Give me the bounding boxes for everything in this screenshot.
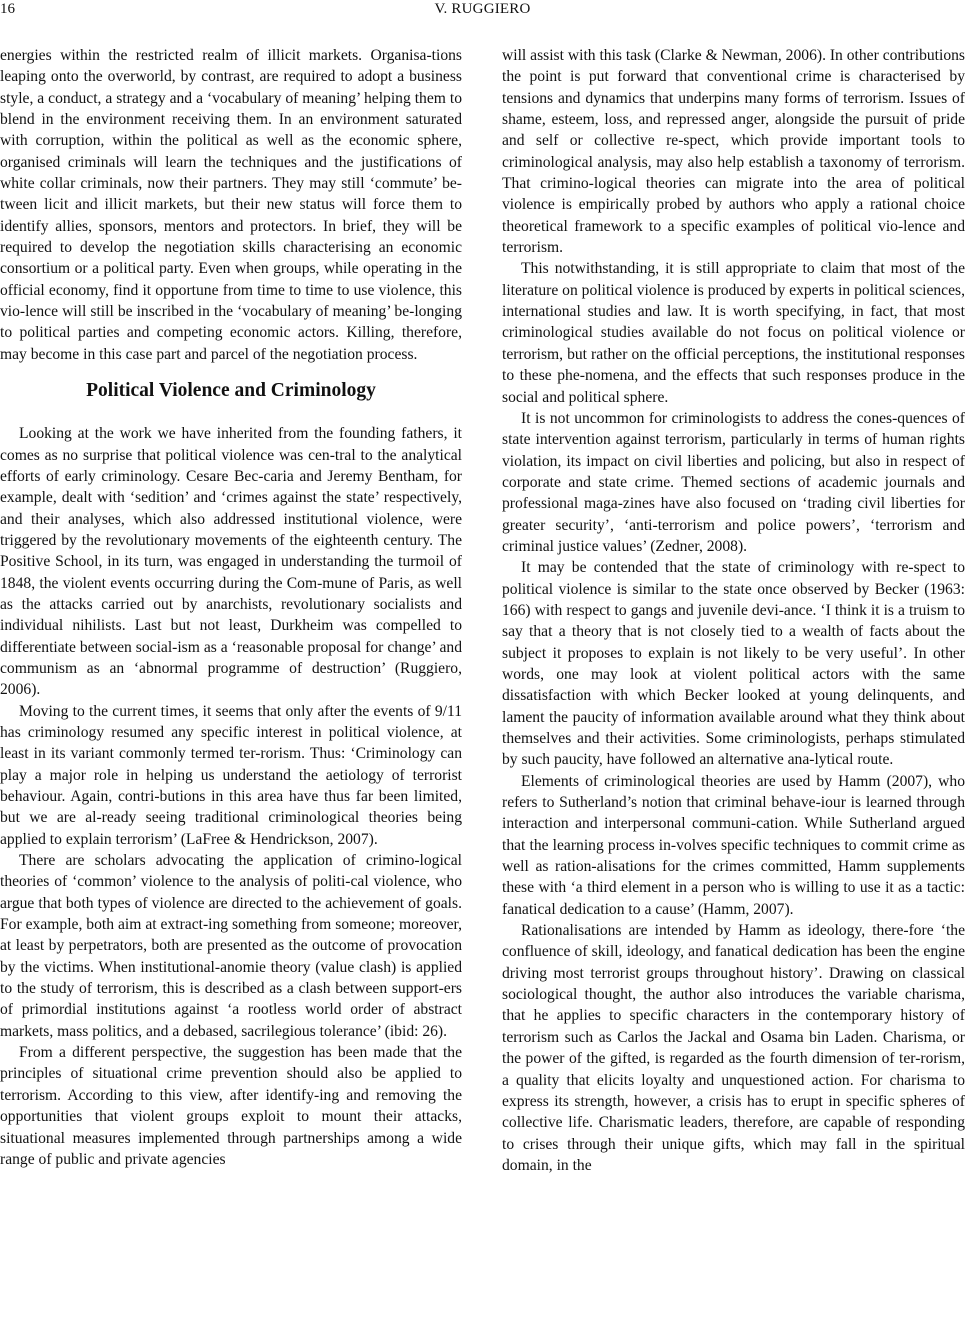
paragraph: Rationalisations are intended by Hamm as ideology, there-fore ‘the confluence of skill, ideology, and fanatical dedication has been the engine driving most terrorist groups throughout history’. Drawing on classical sociological thought, the author also introduces the variable charisma, that he applies to specific characters in the contemporary history of terrorism such as Carlos the Jackal and Osama bin Laden. Charisma, or the power of the gifted, is regarded as the fourth dimension of ter-rorism, a quality that elicits loyalty and unquestioned action. For charisma to express its strength, however, a crisis has to erupt in specific spheres of collective life. Charismatic leaders, therefore, are capable of responding to crises through their unique gifts, which may fall in the spiritual domain, in the [502,922,965,1174]
left-column [0,45,462,1170]
paragraph: will assist with this task (Clarke & Newman, 2006). In other contributions the point is put forward that conventional crime is characterised by tensions and dynamics that underpins many forms of terrorism. Issues of shame, esteem, loss, and repressed anger, alongside the pursuit of pride and self or collective re-spect, which provide important tools to criminological analysis, may also help establish a taxonomy of terrorism. That crimino-logical theories can migrate into the area of political violence is empirically probed by authors who apply a rational choice theoretical framework to a specific examples of political vio-lence and terrorism. [502,47,965,257]
paragraph: This notwithstanding, it is still appropriate to claim that most of the literature on political violence is produced by experts in political sciences, international studies and law. It is worth specifying, in fact, that most criminological studies available do not focus on political violence or terrorism, but rather on the official perceptions, the institutional responses to these phe-nomena, and the effects that such responses produce in the social and political sphere. [502,260,965,406]
paragraph: There are scholars advocating the application of crimino-logical theories of ‘common’ violence to the analysis of politi-cal violence, who argue that both types of violence are directed to the achievement of goals. For example, both aim at extract-ing something from someone; moreover, at least by perpetrators, both are presented as the outcome of provocation by the victims. When institutional-anomie theory (value clash) is applied to the study of terrorism, this is described as a clash between support-ers of primordial institutions against ‘a rootless world order of abstract markets, mass politics, and a debased, sacrilegious tolerance’ (ibid: 26). [0,852,462,1040]
paragraph: energies within the restricted realm of illicit markets. Organisa-tions leaping onto the overworld, by contrast, are required to adopt a business style, a conduct, a strategy and a ‘vocabulary of meaning’ helping them to blend in the environment receiving them. In an environment saturated with corruption, within the political as well as the economic sphere, organised criminals will learn the techniques and the justifications of white collar criminals, now their partners. They may still ‘commute’ be-tween licit and illicit markets, but their new status will force them to identify allies, sponsors, mentors and protectors. In brief, they will be required to develop the negotiation skills characterising an economic consortium or a political party. Even when groups, while operating in the official economy, find it opportune from time to time to use violence, this vio-lence will still be inscribed in the ‘vocabulary of meaning’ be-longing to political parties and competing economic actors. Killing, therefore, may become in this case part and parcel of the negotiation process. [0,47,462,363]
page-number: 16 [0,1,15,17]
section-heading: Political Violence and Criminology [86,380,376,402]
paragraph: Looking at the work we have inherited from the founding fathers, it comes as no surprise that political violence was cen-tral to the analytical efforts of early criminology. Cesare Bec-caria and Jeremy Bentham, for example, dealt with ‘sedition’ and ‘crimes against the state’ respectively, and their analyses, which also addressed institutional violence, were triggered by the revolutionary movements of the eighteenth century. The Positive School, in its turn, was engaged in understanding the turmoil of 1848, the violent events occurring during the Com-mune of Paris, as well as the attacks carried out by anarchists, revolutionary socialists and individual nihilists. Last but not least, Durkheim was compelled to differentiate between social-ism as a ‘reasonable proposal for change’ and communism as an ‘abnormal programme of destruction’ (Ruggiero, 2006). [0,425,462,699]
paragraph: Elements of criminological theories are used by Hamm (2007), who refers to Sutherland’s notion that criminal behave-iour is learned through interaction and interpersonal communi-cation. While Sutherland argued that the learning process in-volves specific techniques to commit crime as well as ration-alisations for the crimes committed, Hamm supplements these with ‘a third element in a person who is willing to use it as a tactic: fanatical dedication to a cause’ (Hamm, 2007). [502,772,965,918]
paragraph: From a different perspective, the suggestion has been made that the principles of situational crime prevention should also be applied to terrorism. According to this view, after identify-ing and removing the opportunities that violent groups exploit to mount their attacks, situational measures implemented through partnerships among a wide range of public and private agencies [0,1044,462,1168]
right-column [502,45,965,1176]
paragraph: It is not uncommon for criminologists to address the cones-quences of state intervention against terrorism, particularly in terms of human rights violation, its impact on civil liberties and policing, but also in respect of corporate and state crime. Themed sections of academic journals and professional maga-zines have also focused on ‘trading civil liberties for greater security’, ‘anti-terrorism and police powers’, ‘terrorism and criminal justice values’ (Zedner, 2008). [502,409,965,555]
paragraph: It may be contended that the state of criminology with re-spect to political violence is similar to the state once observed by Becker (1963: 166) with respect to gangs and juvenile devi-ance. ‘I think it is a truism to say that a theory that is not closely tied to a wealth of facts about the subject it proposes to explain is not likely to be very useful’. In other words, one may look at violent political actors with the same dissatisfaction with which Becker looked at young delinquents, and lament the paucity of information available around what they think about themselves and their activities. Some criminologists, perhaps stimulated by such paucity, have followed an alternative ana-lytical route. [502,559,965,769]
running-head: V. RUGGIERO [434,1,531,17]
paragraph: Moving to the current times, it seems that only after the events of 9/11 has criminology resumed any specific interest in political violence, at least in its variant commonly termed ter-rorism. Thus: ‘Criminology can play a major role in helping us understand the aetiology of terrorist behaviour. Again, contri-butions in this area have thus far been limited, but we are al-ready seeing traditional criminological theories being applied to explain terrorism’ (LaFree & Hendrickson, 2007). [0,702,462,848]
